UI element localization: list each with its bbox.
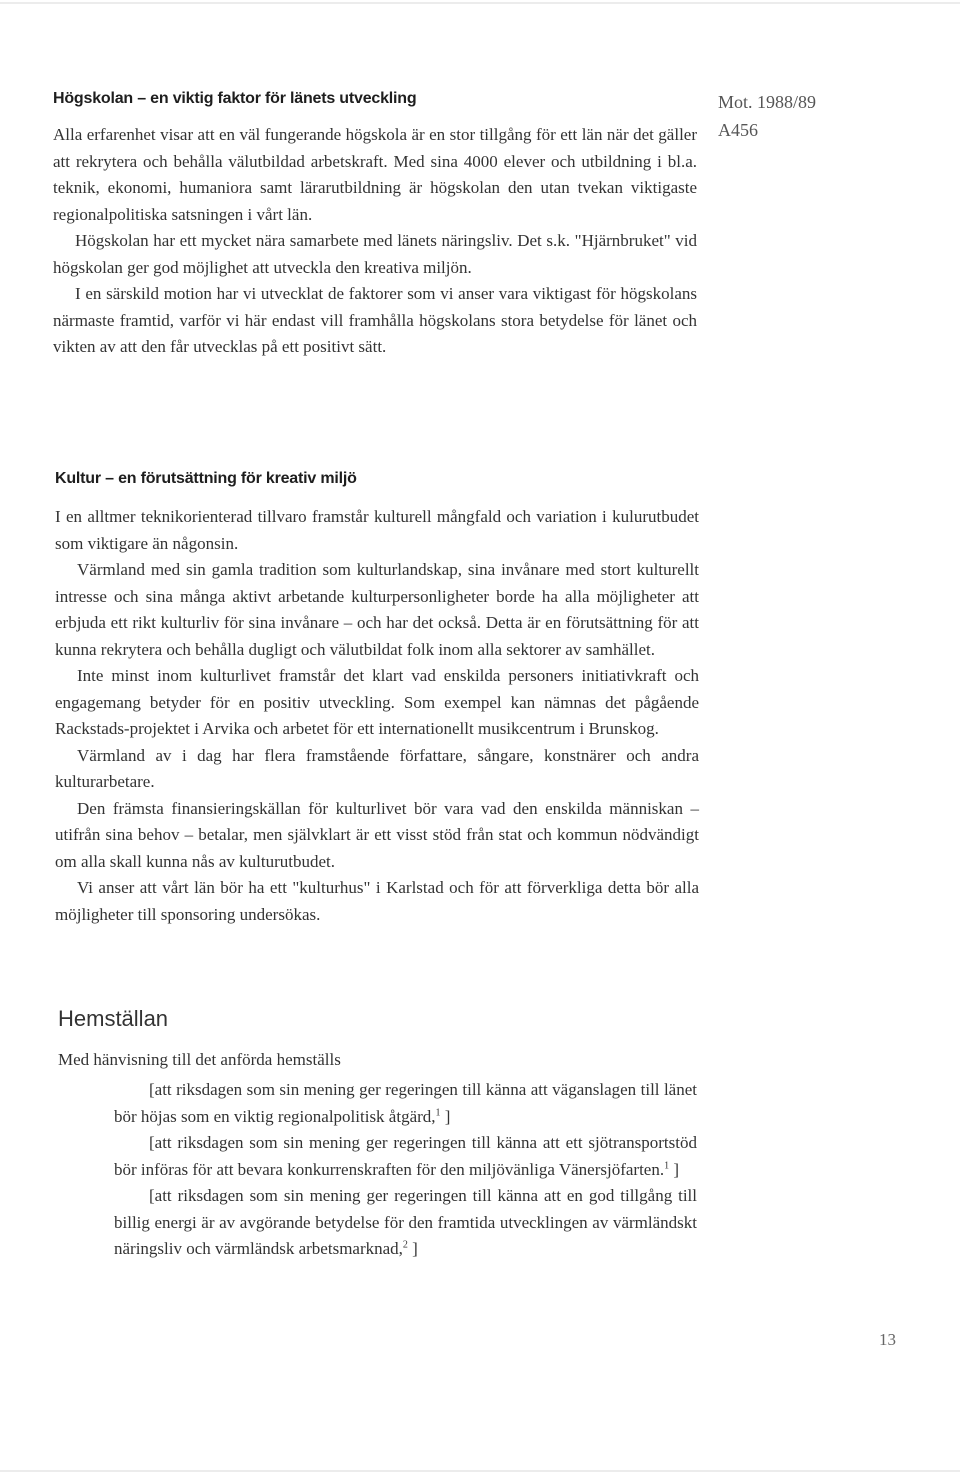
- motion-reference: [718, 88, 816, 144]
- yrkande-item: [114, 1077, 697, 1130]
- bracket-close: ]: [412, 1239, 418, 1258]
- motion-label: Mot. 1988/89: [718, 92, 817, 112]
- yrkande-text: [att riksdagen som sin mening ger regeringen till känna att väganslagen till länet bör höjas som en viktig regionalpolitisk åtgärd,: [114, 1080, 697, 1126]
- scan-edge-top: [0, 2, 960, 4]
- section-heading: Kultur – en förutsättning för kreativ miljö: [55, 470, 357, 487]
- footnote-marker: 1: [435, 1106, 441, 1118]
- yrkande-list: [114, 1077, 697, 1263]
- paragraph: Den främsta finansieringskällan för kulturlivet bör vara vad den enskilda människan – utifrån sina behov – betalar, men självklart är ett visst stöd från stat och kommun nödvändigt om alla skall kunna nås av kulturutbudet.: [55, 798, 699, 871]
- footnote-marker: 2: [402, 1239, 408, 1251]
- motion-number: A456: [718, 120, 758, 140]
- hemstallan-title: Hemställan: [58, 1006, 169, 1031]
- paragraph: Alla erfarenhet visar att en väl fungerande högskola är en stor tillgång för ett län när det gäller att rekrytera och behålla välutbildad arbetskraft. Med sina 4000 elever och utbildning i bl.a. teknik, ekonomi, humaniora samt lärarutbildning är högskolan den utan tvekan viktigaste regionalpolitiska satsningen i vårt län.: [53, 125, 697, 224]
- paragraph: Inte minst inom kulturlivet framstår det klart vad enskilda personers initiativkraft och engagemang betyder för en positiv utveckling. Som exempel kan nämnas det pågående Rackstads-projektet i Arvika och arbetet för ett internationellt musikcentrum i Brunskog.: [55, 666, 699, 738]
- yrkande-text: [att riksdagen som sin mening ger regeringen till känna att ett sjötransportstöd bör införas för att bevara konkurrenskraften för den miljövänliga Vänersjöfarten.: [114, 1133, 697, 1179]
- paragraph: Högskolan har ett mycket nära samarbete med länets näringsliv. Det s.k. "Hjärnbruket" vid högskolan ger god möjlighet att utveckla den kreativa miljön.: [53, 231, 697, 277]
- section-heading: Högskolan – en viktig faktor för länets utveckling: [53, 90, 417, 107]
- yrkande-text: [att riksdagen som sin mening ger regeringen till känna att en god tillgång till billig energi är av avgörande betydelse för den framtida utvecklingen av värmländskt näringsliv och värmländsk arbetsmarknad,: [114, 1186, 697, 1258]
- yrkande-item: [114, 1130, 697, 1183]
- paragraph: Värmland med sin gamla tradition som kulturlandskap, sina invånare med stort kulturellt intresse och sina många aktivt arbetande kulturpersonligheter borde ha alla möjligheter att erbjuda ett rikt kulturliv för sina invånare – och har det också. Detta är en förutsättning för att kunna rekrytera och behålla dugligt och välutbildat folk inom alla sektorer av samhället.: [55, 560, 699, 659]
- section-hogskolan: [53, 90, 697, 361]
- paragraph: Värmland av i dag har flera framstående författare, sångare, konstnärer och andra kulturarbetare.: [55, 745, 699, 791]
- hemstallan-intro: Med hänvisning till det anförda hemställs: [58, 1050, 341, 1069]
- paragraph: I en alltmer teknikorienterad tillvaro framstår kulturell mångfald och variation i kulurutbudet som viktigare än någonsin.: [55, 507, 699, 553]
- yrkande-item: [114, 1183, 697, 1263]
- scan-edge-bottom: [0, 1470, 960, 1472]
- section-kultur: [55, 470, 699, 928]
- paragraph: Vi anser att vårt län bör ha ett "kulturhus" i Karlstad och för att förverkliga detta bör alla möjligheter till sponsoring undersökas.: [55, 878, 699, 924]
- page-number: 13: [879, 1330, 896, 1349]
- bracket-close: ]: [444, 1106, 451, 1126]
- paragraph: I en särskild motion har vi utvecklat de faktorer som vi anser vara viktigast för högskolans närmaste framtid, varför vi här endast vill framhålla högskolans stora betydelse för länet och vikten av att den får utvecklas på ett positivt sätt.: [53, 284, 697, 356]
- bracket-close: ]: [673, 1159, 680, 1179]
- footnote-marker: 1: [664, 1159, 670, 1171]
